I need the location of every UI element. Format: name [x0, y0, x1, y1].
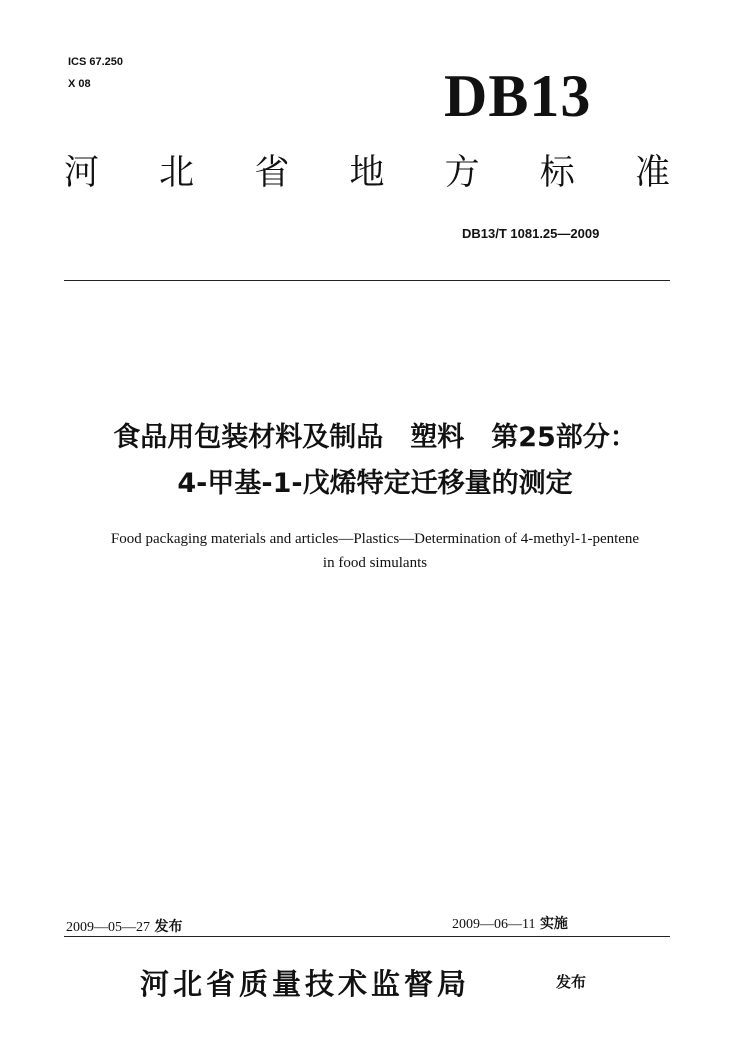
top-divider	[64, 280, 670, 281]
standard-type-char: 准	[634, 153, 670, 193]
standard-type-char: 河	[64, 153, 100, 193]
standard-type-char: 标	[539, 153, 575, 193]
english-title-line-2: in food simulants	[322, 555, 428, 571]
publish-date-value: 2009—05—27	[66, 920, 150, 935]
bottom-divider	[64, 936, 670, 937]
classification-code: X 08	[68, 78, 91, 90]
implement-date-value: 2009—06—11	[452, 917, 536, 932]
implement-date-label: 实施	[539, 916, 568, 932]
publish-date	[66, 916, 182, 936]
standard-number: DB13/T 1081.25—2009	[462, 226, 600, 241]
standard-type-char: 北	[159, 153, 195, 193]
standard-type-char: 省	[254, 153, 290, 193]
implement-date	[452, 913, 568, 933]
chinese-title-line-1: 食品用包装材料及制品 塑料 第25部分：	[113, 422, 637, 453]
issuing-label: 发布	[556, 973, 587, 991]
chinese-title-line-2: 4-甲基-1-戊烯特定迁移量的测定	[177, 468, 573, 499]
standard-type-heading	[64, 153, 670, 193]
db-mark: DB13	[444, 63, 592, 129]
ics-code: ICS 67.250	[68, 56, 124, 68]
publish-date-label: 发布	[154, 919, 183, 935]
standard-type-char: 地	[349, 153, 385, 193]
standard-type-char: 方	[444, 153, 480, 193]
english-title-line-1: Food packaging materials and articles—Plastics—Determination of 4-methyl-1-pentene	[110, 531, 640, 547]
issuing-authority: 河北省质量技术监督局	[140, 967, 471, 1001]
